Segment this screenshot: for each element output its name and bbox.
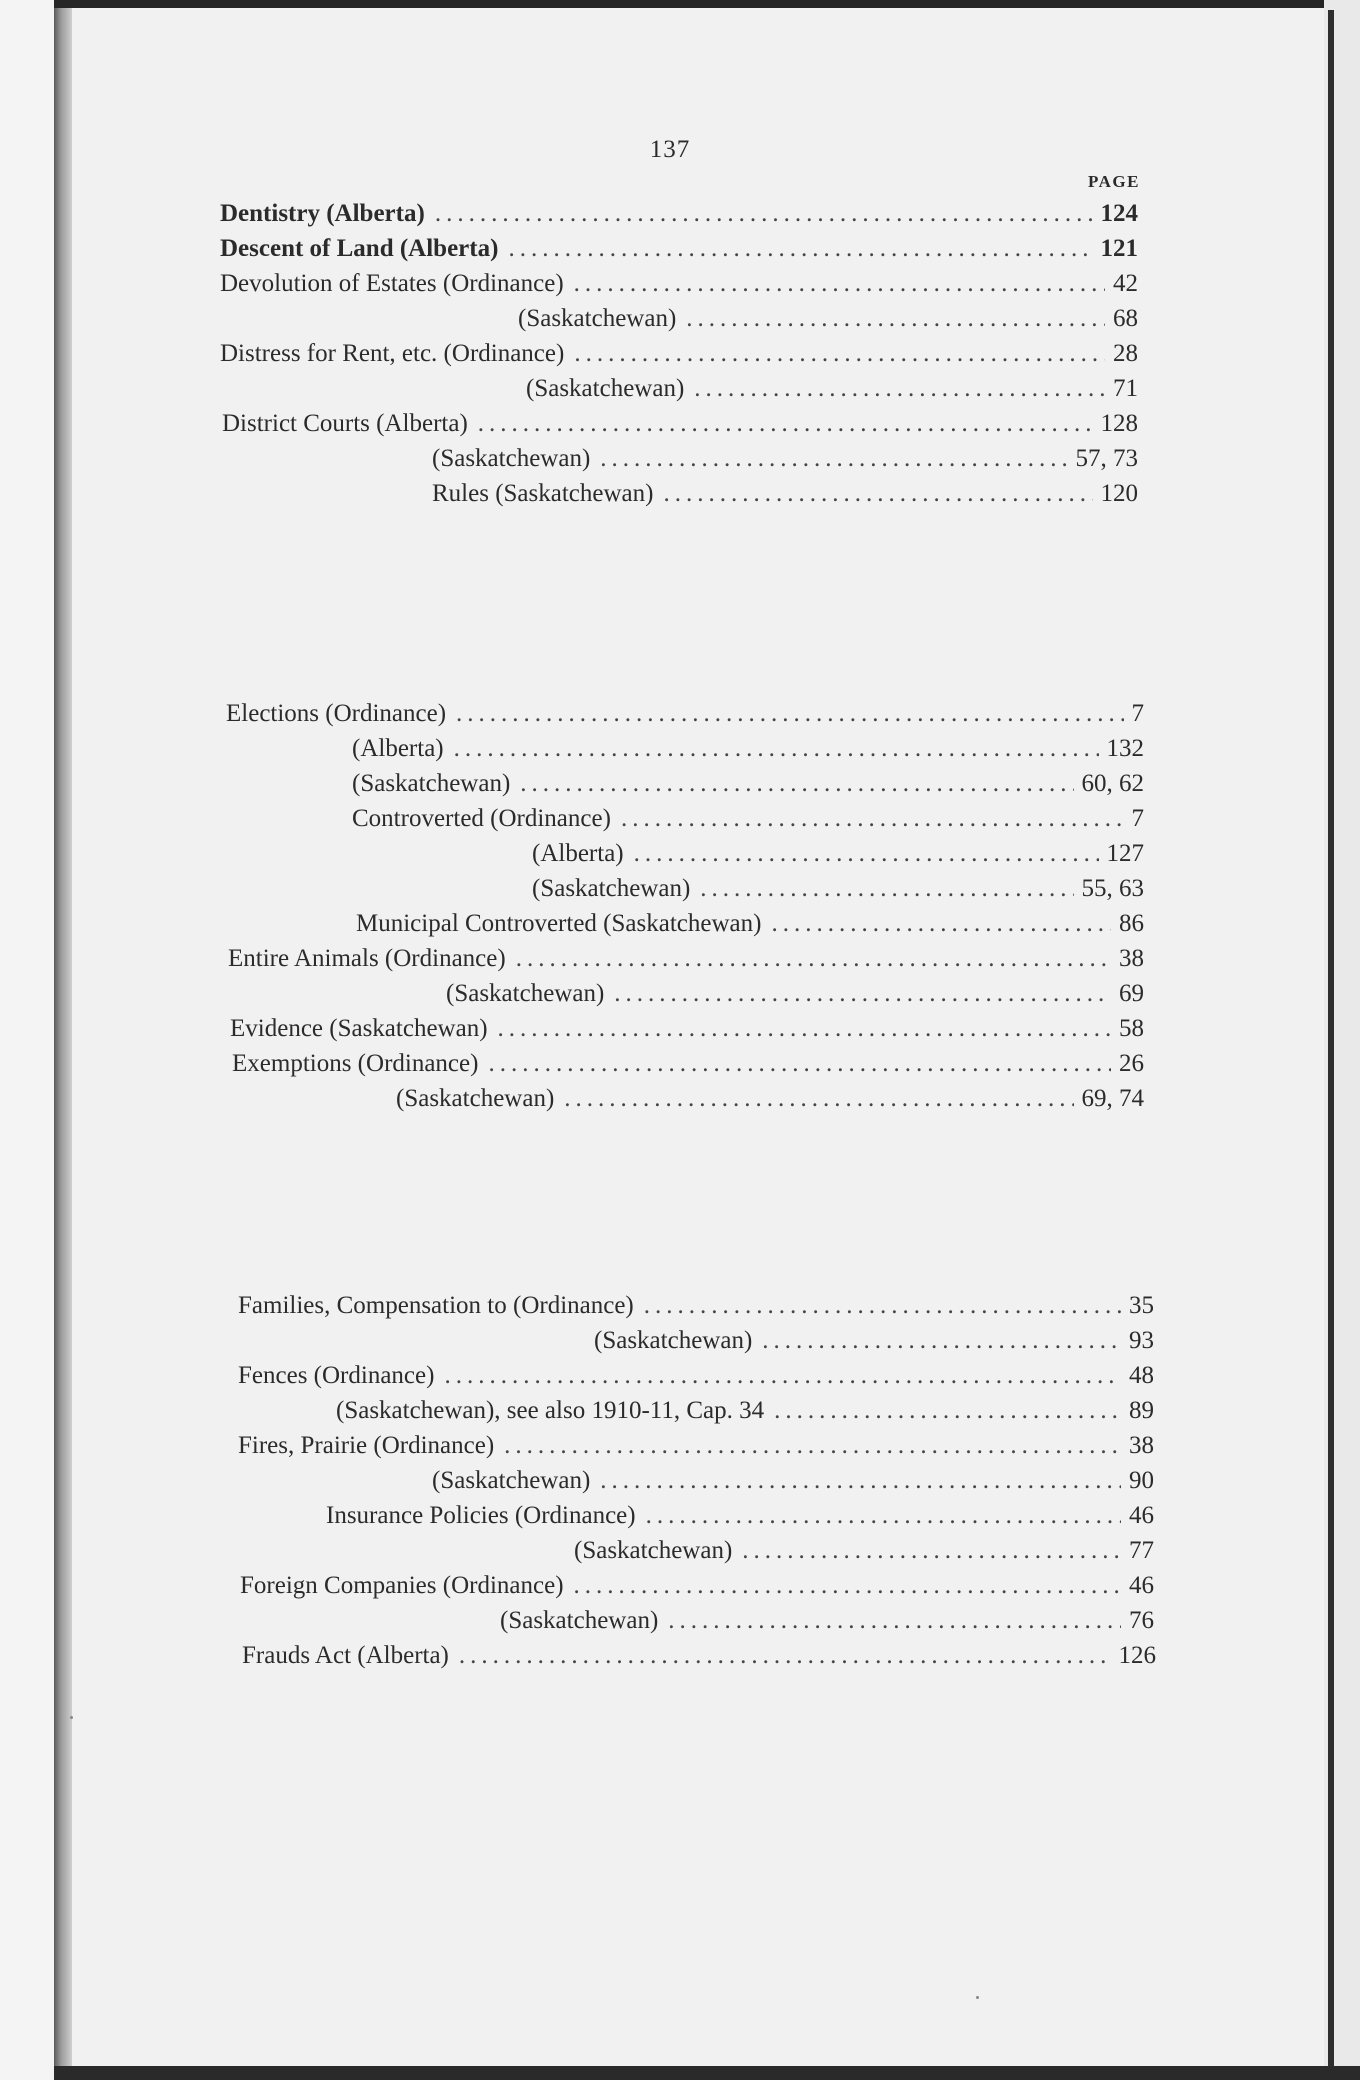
entry-pages: 86 xyxy=(1119,910,1144,937)
entry-pages: 120 xyxy=(1100,480,1138,507)
entry-pages: 58 xyxy=(1119,1015,1144,1042)
index-entry xyxy=(532,875,1144,907)
index-entry xyxy=(336,1397,1154,1429)
entry-label: (Saskatchewan) xyxy=(594,1327,753,1354)
entry-label: (Saskatchewan) xyxy=(446,980,605,1007)
leader-dots xyxy=(459,1642,1111,1670)
leader-dots xyxy=(686,305,1105,333)
index-entry xyxy=(222,410,1138,442)
entry-pages: 127 xyxy=(1106,840,1144,867)
entry-label: Municipal Controverted (Saskatchewan) xyxy=(356,910,762,937)
entry-label: (Saskatchewan) xyxy=(574,1537,733,1564)
index-entry xyxy=(500,1607,1154,1639)
index-entry xyxy=(230,1015,1144,1047)
entry-label: Fires, Prairie (Ordinance) xyxy=(238,1432,495,1459)
entry-label: Devolution of Estates (Ordinance) xyxy=(220,270,564,297)
leader-dots xyxy=(488,1050,1111,1078)
entry-pages: 35 xyxy=(1129,1292,1154,1319)
entry-pages: 90 xyxy=(1129,1467,1154,1494)
leader-dots xyxy=(634,840,1099,868)
leader-dots xyxy=(508,235,1092,263)
page-number: 137 xyxy=(649,136,691,163)
entry-pages: 128 xyxy=(1100,410,1138,437)
entry-pages: 46 xyxy=(1129,1572,1154,1599)
index-entry xyxy=(352,770,1144,802)
entry-label: (Saskatchewan) xyxy=(500,1607,659,1634)
index-entry xyxy=(432,480,1138,512)
leader-dots xyxy=(771,910,1111,938)
index-entry xyxy=(238,1432,1154,1464)
leader-dots xyxy=(498,1015,1111,1043)
entry-label: Distress for Rent, etc. (Ordinance) xyxy=(220,340,565,367)
index-entry xyxy=(220,235,1138,267)
leader-dots xyxy=(774,1397,1121,1425)
index-entry xyxy=(526,375,1138,407)
entry-pages: 93 xyxy=(1129,1327,1154,1354)
entry-label: Families, Compensation to (Ordinance) xyxy=(238,1292,634,1319)
entry-pages: 46 xyxy=(1129,1502,1154,1529)
leader-dots xyxy=(700,875,1073,903)
index-entry xyxy=(352,805,1144,837)
entry-label: Dentistry (Alberta) xyxy=(220,200,425,227)
book-gutter xyxy=(54,8,72,2068)
entry-label: Controverted (Ordinance) xyxy=(352,805,611,832)
entry-label: (Saskatchewan) xyxy=(432,1467,591,1494)
entry-label: (Saskatchewan) xyxy=(532,875,691,902)
entry-label: (Saskatchewan) xyxy=(518,305,677,332)
leader-dots xyxy=(574,1572,1121,1600)
index-entry xyxy=(574,1537,1154,1569)
leader-dots xyxy=(614,980,1111,1008)
entry-pages: 57, 73 xyxy=(1075,445,1138,472)
entry-pages: 76 xyxy=(1129,1607,1154,1634)
entry-label: Elections (Ordinance) xyxy=(226,700,447,727)
entry-pages: 121 xyxy=(1100,235,1138,262)
index-entry xyxy=(326,1502,1154,1534)
leader-dots xyxy=(646,1502,1121,1530)
entry-label: (Alberta) xyxy=(352,735,444,762)
entry-pages: 38 xyxy=(1119,945,1144,972)
page-edge-shadow xyxy=(1328,10,1334,2070)
leader-dots xyxy=(663,480,1092,508)
leader-dots xyxy=(454,735,1099,763)
index-entry xyxy=(228,945,1144,977)
entry-pages: 26 xyxy=(1119,1050,1144,1077)
entry-pages: 48 xyxy=(1129,1362,1154,1389)
leader-dots xyxy=(762,1327,1121,1355)
leader-dots xyxy=(668,1607,1121,1635)
index-entry xyxy=(232,1050,1144,1082)
entry-label: (Alberta) xyxy=(532,840,624,867)
leader-dots xyxy=(504,1432,1121,1460)
entry-label: Rules (Saskatchewan) xyxy=(432,480,654,507)
entry-pages: 55, 63 xyxy=(1081,875,1144,902)
leader-dots xyxy=(600,445,1067,473)
index-entry xyxy=(594,1327,1154,1359)
entry-label: (Saskatchewan), see also 1910-11, Cap. 34 xyxy=(336,1397,765,1424)
paper-speck xyxy=(976,1996,979,1999)
leader-dots xyxy=(574,270,1105,298)
index-entry xyxy=(220,340,1138,372)
page-bottom-edge xyxy=(54,2066,1360,2080)
leader-dots xyxy=(478,410,1093,438)
entry-label: Frauds Act (Alberta) xyxy=(242,1642,449,1669)
index-entry xyxy=(220,270,1138,302)
leader-dots xyxy=(444,1362,1121,1390)
index-entry xyxy=(518,305,1138,337)
entry-label: (Saskatchewan) xyxy=(396,1085,555,1112)
leader-dots xyxy=(742,1537,1121,1565)
entry-label: Evidence (Saskatchewan) xyxy=(230,1015,488,1042)
entry-pages: 77 xyxy=(1129,1537,1154,1564)
index-entry xyxy=(352,735,1144,767)
index-entry xyxy=(220,200,1138,232)
entry-pages: 68 xyxy=(1113,305,1138,332)
facing-page-edge xyxy=(0,0,54,2080)
leader-dots xyxy=(621,805,1124,833)
index-entry xyxy=(446,980,1144,1012)
leader-dots xyxy=(456,700,1123,728)
entry-pages: 7 xyxy=(1131,700,1144,727)
entry-label: Foreign Companies (Ordinance) xyxy=(240,1572,564,1599)
leader-dots xyxy=(564,1085,1073,1113)
index-entry xyxy=(356,910,1144,942)
index-entry xyxy=(532,840,1144,872)
entry-pages: 132 xyxy=(1106,735,1144,762)
entry-label: Insurance Policies (Ordinance) xyxy=(326,1502,636,1529)
leader-dots xyxy=(644,1292,1121,1320)
paper-speck xyxy=(70,1716,73,1719)
entry-pages: 69, 74 xyxy=(1081,1085,1144,1112)
entry-pages: 7 xyxy=(1131,805,1144,832)
entry-pages: 126 xyxy=(1118,1642,1156,1669)
entry-label: Fences (Ordinance) xyxy=(238,1362,435,1389)
entry-pages: 42 xyxy=(1113,270,1138,297)
entry-label: Descent of Land (Alberta) xyxy=(220,235,499,262)
index-entry xyxy=(432,445,1138,477)
entry-pages: 89 xyxy=(1129,1397,1154,1424)
entry-pages: 28 xyxy=(1113,340,1138,367)
index-entry xyxy=(396,1085,1144,1117)
leader-dots xyxy=(435,200,1093,228)
entry-pages: 124 xyxy=(1100,200,1138,227)
index-entry xyxy=(240,1572,1154,1604)
entry-label: (Saskatchewan) xyxy=(526,375,685,402)
leader-dots xyxy=(574,340,1105,368)
index-entry xyxy=(226,700,1144,732)
entry-pages: 71 xyxy=(1113,375,1138,402)
entry-label: (Saskatchewan) xyxy=(432,445,591,472)
leader-dots xyxy=(600,1467,1121,1495)
entry-pages: 60, 62 xyxy=(1081,770,1144,797)
index-entry xyxy=(242,1642,1156,1674)
leader-dots xyxy=(694,375,1105,403)
entry-label: District Courts (Alberta) xyxy=(222,410,468,437)
entry-label: Exemptions (Ordinance) xyxy=(232,1050,479,1077)
entry-label: (Saskatchewan) xyxy=(352,770,511,797)
index-entry xyxy=(432,1467,1154,1499)
leader-dots xyxy=(516,945,1111,973)
page-column-header: PAGE xyxy=(1088,172,1140,191)
index-entry xyxy=(238,1292,1154,1324)
entry-pages: 69 xyxy=(1119,980,1144,1007)
index-entry xyxy=(238,1362,1154,1394)
entry-label: Entire Animals (Ordinance) xyxy=(228,945,506,972)
leader-dots xyxy=(520,770,1073,798)
entry-pages: 38 xyxy=(1129,1432,1154,1459)
